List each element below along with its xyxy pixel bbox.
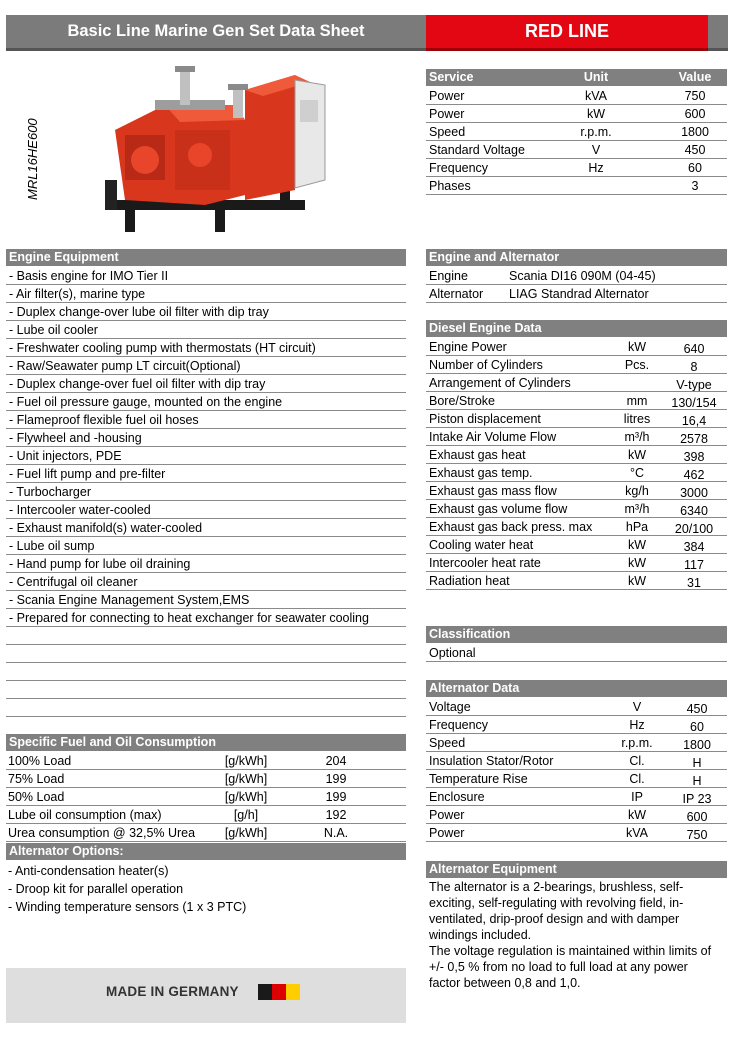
equipment-item [6,393,406,411]
alternator-equipment-line: ventilated, drip-proof design and with damper [429,912,680,926]
alternator-data-row [426,716,727,734]
equipment-item [6,519,406,537]
diesel-row [426,464,727,482]
equipment-item-text: - Turbocharger [9,485,91,499]
engine-alternator-header: Engine and Alternator [426,249,727,266]
equipment-item [6,663,406,681]
diesel-value: 2578 [680,432,708,446]
service-row [426,87,727,105]
classification-row: Optional [426,644,727,662]
equipment-item-text: - Fuel lift pump and pre-filter [9,467,166,481]
alternator-data-label: Enclosure [429,790,485,804]
diesel-row [426,518,727,536]
alternator-equipment-header: Alternator Equipment [426,861,727,878]
service-value: 1800 [681,125,709,139]
diesel-value: 8 [690,360,698,374]
service-row [426,177,727,195]
diesel-row [426,572,727,590]
equipment-item [6,681,406,699]
diesel-value: 6340 [680,504,708,518]
consumption-label: 100% Load [8,754,72,768]
alternator-data-label: Power [429,808,465,822]
diesel-label: Intercooler heat rate [429,556,541,570]
equipment-item-text: - Fuel oil pressure gauge, mounted on the engine [9,395,283,409]
consumption-row [6,752,406,770]
equipment-item [6,375,406,393]
alternator-data-unit: Cl. [629,772,645,786]
consumption-value: 199 [325,790,347,804]
equipment-item-text: - Intercooler water-cooled [9,503,151,517]
engine-alternator-value: LIAG Standrad Alternator [509,287,649,301]
equipment-item-text: - Duplex change-over lube oil filter with dip tray [9,305,269,319]
engine-alternator-row [426,267,727,285]
equipment-item [6,447,406,465]
equipment-item [6,591,406,609]
diesel-row [426,356,727,374]
equipment-item [6,339,406,357]
equipment-item-text: - Lube oil sump [9,539,95,553]
diesel-label: Exhaust gas heat [429,448,526,462]
consumption-row [6,824,406,842]
consumption-label: Lube oil consumption (max) [8,808,162,822]
equipment-item-text: - Lube oil cooler [9,323,98,337]
diesel-unit: Pcs. [624,358,650,372]
equipment-item [6,555,406,573]
equipment-item [6,573,406,591]
service-unit: Hz [588,161,604,175]
equipment-item-text: - Duplex change-over fuel oil filter with dip tray [9,377,266,391]
equipment-item-text: - Flameproof flexible fuel oil hoses [9,413,199,427]
document-title: Basic Line Marine Gen Set Data Sheet [6,15,426,51]
equipment-item [6,321,406,339]
diesel-row [426,410,727,428]
alternator-data-label: Speed [429,736,466,750]
consumption-row [6,770,406,788]
diesel-label: Piston displacement [429,412,541,426]
equipment-item-text: - Unit injectors, PDE [9,449,122,463]
consumption-value: 199 [325,772,347,786]
alternator-data-row [426,824,727,842]
equipment-item [6,609,406,627]
service-label: Speed [429,125,466,139]
diesel-row [426,554,727,572]
equipment-item [6,411,406,429]
diesel-row [426,392,727,410]
consumption-unit: [g/kWh] [224,790,268,804]
equipment-item [6,645,406,663]
alternator-data-unit: IP [631,790,643,804]
alternator-option-item: - Winding temperature sensors (1 x 3 PTC) [8,900,247,914]
service-row [426,159,727,177]
equipment-item-text: - Hand pump for lube oil draining [9,557,191,571]
equipment-item [6,627,406,645]
diesel-row [426,338,727,356]
alternator-data-row [426,752,727,770]
alternator-data-value: H [692,774,702,788]
alternator-data-row [426,788,727,806]
alternator-equipment-line: exciting, self-regulating with revolving field, in- [429,896,684,910]
service-value: 60 [688,161,702,175]
equipment-item [6,303,406,321]
alternator-data-unit: Hz [629,718,645,732]
diesel-label: Exhaust gas mass flow [429,484,557,498]
diesel-unit: kg/h [625,484,649,498]
engine-alternator-label: Engine [429,269,468,283]
engine-equipment-header: Engine Equipment [6,249,406,266]
diesel-unit: m³/h [624,430,650,444]
diesel-unit: kW [627,556,647,570]
engine-alternator-value: Scania DI16 090M (04-45) [509,269,656,283]
diesel-value: 3000 [680,486,708,500]
consumption-row [6,806,406,824]
alternator-option-item: - Anti-condensation heater(s) [8,864,169,878]
diesel-row [426,446,727,464]
equipment-item-text: - Prepared for connecting to heat exchanger for seawater cooling [9,611,369,625]
service-unit: V [591,143,601,157]
consumption-value: 192 [325,808,347,822]
alternator-data-row [426,734,727,752]
equipment-item [6,501,406,519]
service-label: Power [429,89,465,103]
alternator-data-row [426,698,727,716]
header-end-cap [708,15,728,51]
product-line-badge: RED LINE [426,15,708,51]
alternator-data-row [426,770,727,788]
equipment-item-text: - Centrifugal oil cleaner [9,575,138,589]
equipment-item-text: - Air filter(s), marine type [9,287,146,301]
alternator-option-item: - Droop kit for parallel operation [8,882,184,896]
diesel-value: 398 [683,450,705,464]
diesel-unit: kW [627,574,647,588]
alternator-data-row [426,806,727,824]
service-value: 600 [684,107,706,121]
diesel-label: Exhaust gas volume flow [429,502,568,516]
alternator-data-label: Frequency [429,718,489,732]
equipment-item [6,285,406,303]
alternator-equipment-line: The alternator is a 2-bearings, brushless, self- [429,880,684,894]
equipment-item-text: - Exhaust manifold(s) water-cooled [9,521,203,535]
diesel-row [426,374,727,392]
consumption-header: Specific Fuel and Oil Consumption [6,734,406,751]
made-in-germany-label: MADE IN GERMANY [106,984,239,999]
diesel-unit: mm [626,394,648,408]
diesel-label: Arrangement of Cylinders [429,376,571,390]
service-row [426,105,727,123]
diesel-value: 16,4 [681,414,707,428]
alternator-equipment-line: factor between 0,8 and 1,0. [429,976,581,990]
equipment-item [6,483,406,501]
service-label: Power [429,107,465,121]
alternator-data-unit: V [632,700,642,714]
alternator-data-value: 750 [686,828,708,842]
equipment-item [6,699,406,717]
service-label: Phases [429,179,471,193]
consumption-unit: [g/h] [233,808,259,822]
consumption-unit: [g/kWh] [224,826,268,840]
diesel-value: V-type [676,378,712,392]
service-label: Frequency [429,161,489,175]
equipment-item [6,429,406,447]
service-table-header: Service Unit Value [426,69,727,86]
equipment-item [6,357,406,375]
alternator-equipment-line: windings included. [429,928,532,942]
service-value: 3 [691,179,699,193]
equipment-item-text: - Freshwater cooling pump with thermostats (HT circuit) [9,341,316,355]
alternator-data-label: Temperature Rise [429,772,528,786]
diesel-row [426,536,727,554]
equipment-item-text: - Basis engine for IMO Tier II [9,269,169,283]
equipment-item [6,717,406,735]
consumption-value: 204 [325,754,347,768]
consumption-row [6,788,406,806]
consumption-label: 50% Load [8,790,65,804]
alternator-options-header: Alternator Options: [6,843,406,860]
diesel-row [426,428,727,446]
engine-alternator-row [426,285,727,303]
alternator-data-value: 450 [686,702,708,716]
diesel-value: 31 [687,576,701,590]
alternator-data-label: Power [429,826,465,840]
diesel-label: Intake Air Volume Flow [429,430,557,444]
flag-stripe-gold [286,984,300,1000]
diesel-value: 117 [684,558,704,572]
alternator-data-value: 60 [690,720,704,734]
consumption-label: Urea consumption @ 32,5% Urea [8,826,196,840]
consumption-unit: [g/kWh] [224,772,268,786]
diesel-value: 384 [683,540,705,554]
engine-alternator-label: Alternator [429,287,484,301]
classification-header: Classification [426,626,727,643]
alternator-data-value: IP 23 [682,792,712,806]
model-number: MRL16HE600 [25,118,40,200]
flag-stripe-red [272,984,286,1000]
diesel-label: Exhaust gas back press. max [429,520,593,534]
diesel-value: 130/154 [671,396,717,410]
diesel-value: 20/100 [674,522,714,536]
service-row [426,141,727,159]
diesel-unit: kW [627,448,647,462]
service-value: 450 [684,143,706,157]
diesel-unit: °C [629,466,645,480]
equipment-item-text: - Scania Engine Management System,EMS [9,593,250,607]
genset-illustration-icon [95,60,335,235]
service-row [426,123,727,141]
service-unit: kVA [585,89,607,103]
alternator-data-value: 1800 [683,738,711,752]
consumption-unit: [g/kWh] [224,754,268,768]
consumption-label: 75% Load [8,772,65,786]
equipment-item-text: - Raw/Seawater pump LT circuit(Optional) [9,359,241,373]
equipment-item [6,267,406,285]
diesel-value: 640 [683,342,705,356]
diesel-unit: litres [623,412,651,426]
equipment-item [6,537,406,555]
consumption-value: N.A. [323,826,349,840]
alternator-data-label: Insulation Stator/Rotor [429,754,554,768]
diesel-row [426,500,727,518]
diesel-label: Exhaust gas temp. [429,466,533,480]
service-unit: r.p.m. [580,125,612,139]
service-label: Standard Voltage [429,143,525,157]
service-value: 750 [684,89,706,103]
diesel-label: Radiation heat [429,574,510,588]
diesel-label: Bore/Stroke [429,394,496,408]
diesel-unit: m³/h [624,502,650,516]
diesel-unit: kW [627,340,647,354]
alternator-data-value: 600 [686,810,708,824]
alternator-data-unit: r.p.m. [621,736,653,750]
alternator-data-value: H [692,756,702,770]
alternator-data-unit: kW [627,808,647,822]
diesel-row [426,482,727,500]
equipment-item-text: - Flywheel and -housing [9,431,142,445]
flag-stripe-black [258,984,272,1000]
diesel-label: Engine Power [429,340,507,354]
diesel-unit: kW [627,538,647,552]
alternator-equipment-line: +/- 0,5 % from no load to full load at any power [429,960,688,974]
alternator-data-label: Voltage [429,700,471,714]
diesel-label: Cooling water heat [429,538,534,552]
equipment-item [6,465,406,483]
alternator-equipment-line: The voltage regulation is maintained within limits of [429,944,712,958]
alternator-data-unit: kVA [626,826,648,840]
service-unit: kW [586,107,606,121]
alternator-data-unit: Cl. [629,754,645,768]
diesel-value: 462 [683,468,705,482]
diesel-label: Number of Cylinders [429,358,543,372]
diesel-unit: hPa [625,520,649,534]
diesel-engine-header: Diesel Engine Data [426,320,727,337]
alternator-data-header: Alternator Data [426,680,727,697]
